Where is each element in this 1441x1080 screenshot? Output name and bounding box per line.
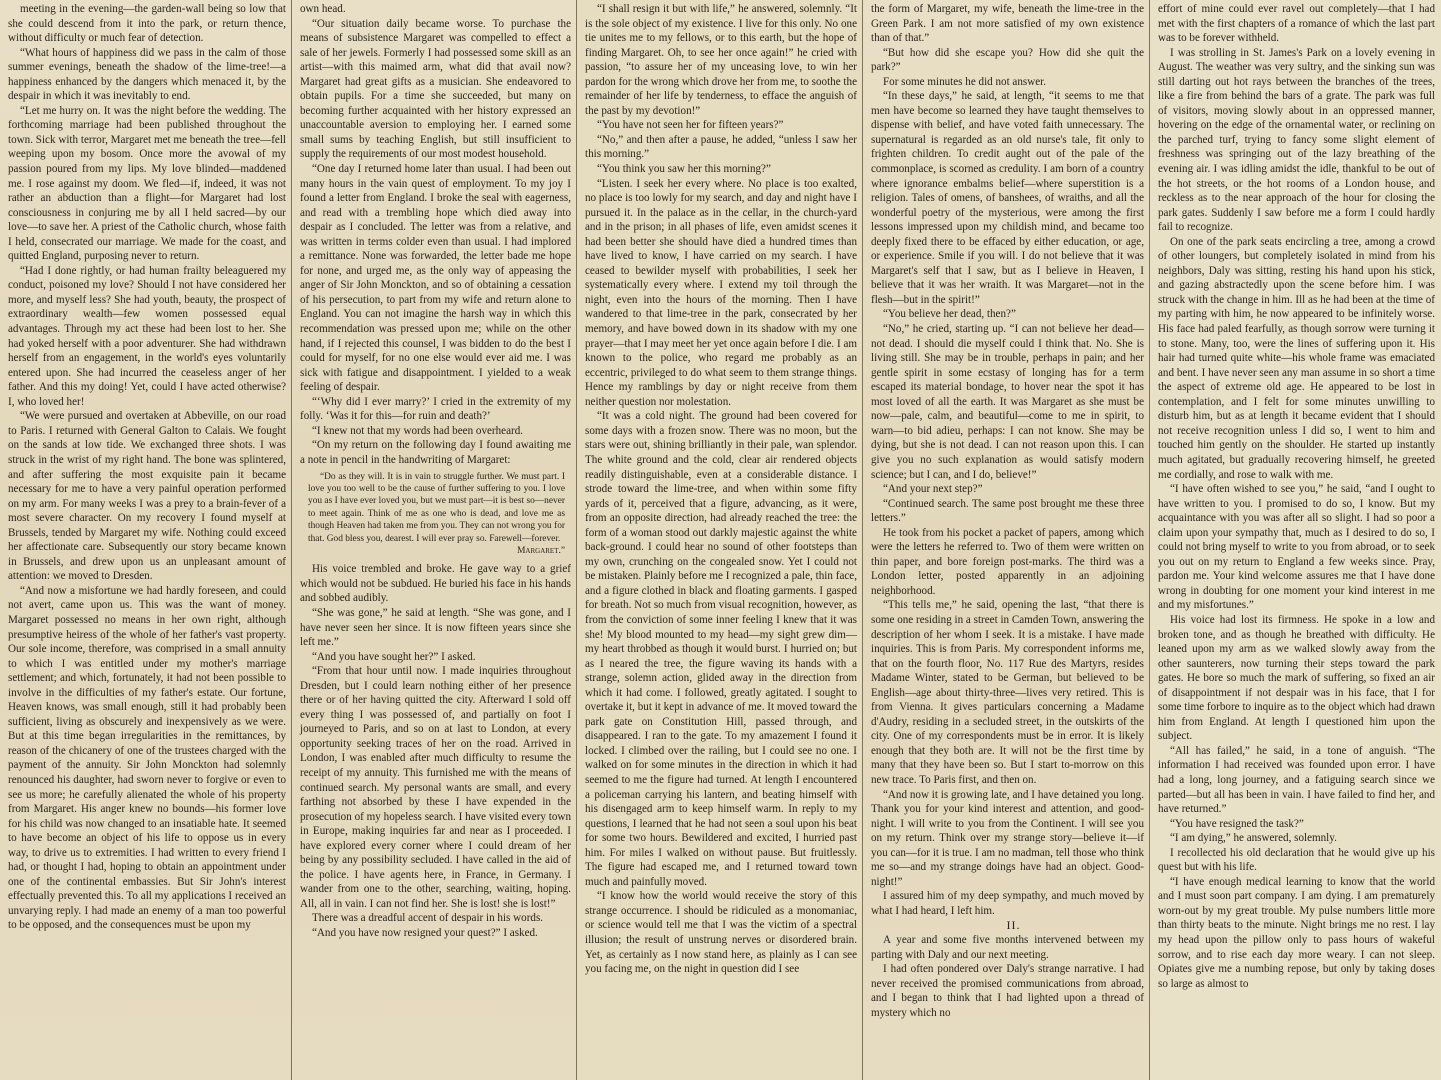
paragraph: On one of the park seats encircling a tree, among a crowd of other loungers, but completely isolated in mind from his neighbors, Daly was sitting, resting his hand upon his stick, and gazing abstractedly upon the scene before him. I was struck with the change in him. Ill as he had been at the time of my parting with him, he now appeared to be infinitely worse. His face had paled fearfully, as though sorrow were turning it to stone. Many, too, were the lines of suffering upon it. His hair had turned quite white—his whole frame was emaciated and bent. I have never seen any man assume in so short a time the aspect of extreme old age. He appeared to be lost in contemplation, and I felt for some minutes unwilling to disturb him, but as at length it became evident that I should not receive recognition unless I did so, I went to him and touched him gently on the shoulder. He started up instantly much agitated, but gradually recovering himself, he greeted me cordially, and rose to walk with me.: [1158, 235, 1435, 481]
paragraph: “And you have sought her?” I asked.: [312, 650, 476, 663]
paragraph: I had often pondered over Daly's strange narrative. I had never received the promised communications from abroad, and I began to think that I had lighted upon a thread of mystery which no: [871, 963, 1144, 1019]
paragraph: “And you have now resigned your quest?” I asked.: [312, 927, 538, 940]
paragraph: His voice had lost its firmness. He spoke in a low and broken tone, and as though he breathed with difficulty. He leaned upon my arm as we walked slowly away from the other saunterers, now turning their steps toward the park gates. He bore so much the mark of suffering, so fixed an air of disappointment if not despair was in his face, that I for some time forbore to inquire as to the object which had drawn him from England. At length I questioned him upon the subject.: [1158, 613, 1435, 743]
paragraph: effort of mine could ever ravel out completely—that I had met with the first chapters of a romance of which the last part was to be forever withheld.: [1158, 3, 1435, 45]
column-5: [1150, 0, 1441, 1080]
paragraph: “I have enough medical learning to know that the world and I must soon part company. I am dying. I am prematurely worn-out by my great trouble. My pulse numbers little more than thirty beats to the minute. Night brings me no rest. I lay my head upon the pillow only to pass hours of wakeful sorrow, and to rise each day more weary. I can not sleep. Opiates give me a numbing repose, but only by taking doses so large as almost to: [1158, 875, 1435, 990]
paragraph: “What hours of happiness did we pass in the calm of those summer evenings, beneath the shadow of the lime-tree!—a happiness enhanced by the dangers which menaced it, by the despair in which it was inevitably to end.: [8, 46, 286, 103]
paragraph: “This tells me,” he said, opening the last, “that there is some one residing in a street in Camden Town, answering the description of her whom I seek. It is a mistake. I have made inquiries. This is from Paris. My correspondent informs me, that on the fourth floor, No. 117 Rue des Martyrs, resides Madame Winter, stated to be German, but believed to be English—age about thirty-three—lives very retired. This is from Vienna. It gives particulars concerning a Madame d'Audry, residing in a secluded street, in the outskirts of the city. One of my correspondents must be in error. It is likely enough that they both are. It will not be the first time by many that they have been so. But I start to-morrow on this new trace. To Paris first, and then on.: [871, 599, 1144, 786]
paragraph: “She was gone,” he said at length. “She was gone, and I have never seen her since. It is now fifteen years since she left me.”: [300, 606, 571, 649]
paragraph: “In these days,” he said, at length, “it seems to me that men have become so learned they have taught themselves to dispense with belief, and have voted faith unnecessary. The supernatural is regarded as an old nurse's tale, fit only to frighten children. To credit aught out of the pale of the commonplace, is scorned as credulity. I am born of a country where ignorance embalms belief—where superstition is a religion. Tales of omens, of banshees, of wraiths, and all the wonderful poetry of the mysterious, were among the first lessons impressed upon my childish mind, and became too deeply fixed there to be effaced by either education, or age, or experience. Smile if you will. I do not believe that it was Margaret's self that I saw, but as I believe in Heaven, I believe that it was her wraith. It was Margaret—not in the flesh—but in the spirit!”: [871, 90, 1144, 306]
paragraph: “I shall resign it but with life,” he answered, solemnly. “It is the sole object of my existence. I live for this only. No one tie unites me to my fellows, or to this earth, but the hope of finding Margaret. Oh, to see her once again!” he cried with passion, “to assure her of my unceasing love, to win her pardon for the wrong which drove her from me, to soothe the remainder of her life by tenderness, to efface the anguish of the past by my devotion!”: [585, 3, 857, 117]
paragraph: “I knew not that my words had been overheard.: [312, 424, 524, 437]
paragraph: “Continued search. The same post brought me these three letters.”: [871, 497, 1144, 525]
paragraph: “All has failed,” he said, in a tone of anguish. “The information I had received was founded upon error. I have had a long, long journey, and a fatiguing search since we parted—but all has been in vain. I have failed to find her, and have returned.”: [1158, 744, 1435, 816]
paragraph: “No,” he cried, starting up. “I can not believe her dead—not dead. I should die myself could I think that. No. She is living still. She may be in trouble, perhaps in pain; and her gentle spirit in some ecstasy of longing has for a term escaped its material bondage, to hover near the spot it has most loved of all the earth. It was Margaret as she must be now—pale, calm, and beautiful—come to me in spirit, to warn—to bid adieu, perhaps: I can not know. She may be dying, but she is not dead. I can not reason upon this. I can give you no such explanation as would satisfy modern science; but I can, and I do, believe!”: [871, 323, 1144, 481]
paragraph: “From that hour until now. I made inquiries throughout Dresden, but I could learn nothing either of her presence there or of her having quitted the city. Afterward I sold off every thing I was possessed of, and partially on foot I journeyed to Paris, and so on at last to London, at every opportunity seeking traces of her on the road. Arrived in London, I was enabled after much difficulty to resume the receipt of my annuity. This furnished me with the means of continued search. My personal wants are small, and every farthing not absorbed by these I have expended in the prosecution of my hopeless search. I have visited every town in Europe, making inquiries far and near as I proceeded. I have explored every corner where I could dream of her being by any possibility secluded. I have called in the aid of the police. I have agents here, in France, in Germany. I wander from one to the other, searching, waiting, hoping. All, all in vain. I can not find her. She is lost! she is lost!”: [300, 665, 571, 910]
section-number: II.: [1006, 918, 1021, 933]
paragraph: meeting in the evening—the garden-wall being so low that she could descend from it into the park, or return thence, without difficulty or much fear of detection.: [8, 3, 286, 45]
column-2: [292, 0, 577, 1080]
paragraph: “‘Why did I ever marry?’ I cried in the extremity of my folly. ‘Was it for this—for ruin and death?’: [300, 395, 571, 423]
column-4: [863, 0, 1150, 1080]
paragraph: “You believe her dead, then?”: [883, 308, 1016, 321]
paragraph: “I have often wished to see you,” he said, “and I ought to have written to you. I promised to do so, I know. But my acquaintance with you was after all so slight. I had so poor a claim upon your sympathy that, much as I desired to do so, I could not bring myself to write to you from abroad, or to seek you out on my return to England a few weeks since. Pray, pardon me. Your kind welcome assures me that I have done wrong in doubting for one moment your kind interest in me and my misfortunes.”: [1158, 483, 1435, 612]
paragraph: “Our situation daily became worse. To purchase the means of subsistence Margaret was compelled to effect a sale of her jewels. Formerly I had possessed some skill as an artist—with this maimed arm, what did that avail now? Margaret had great gifts as a musician. She endeavored to obtain pupils. For a time she succeeded, but many on becoming further acquainted with her history expressed an unaccountable aversion to employing her. I earned some small sums by teaching English, but still insufficient to supply the requirements of our most modest household.: [300, 17, 571, 161]
paragraph: “You think you saw her this morning?”: [597, 163, 771, 176]
paragraph: “On my return on the following day I found awaiting me a note in pencil in the handwriting of Margaret:: [300, 439, 571, 466]
paragraph: “One day I returned home later than usual. I had been out many hours in the vain quest of employment. To my joy I found a letter from England. I broke the seal with eagerness, and read with a trembling hope which died away into despair as I concluded. The letter was from a relative, and was written in terms colder even than usual. I had implored a remittance. None was forwarded, the letter bade me hope for none, and urged me, as the only way of appeasing the anger of Sir John Monckton, and so of obtaining a cessation of his persecution, to part from my wife and return alone to England. You can not imagine the harsh way in which this recommendation was pressed upon me; while on the other hand, if I rejected this counsel, I was bidden to do the best I could for myself, for no one else would ever aid me. I was sick with fatigue and disappointment. I yielded to a weak feeling of despair.: [300, 163, 571, 394]
paragraph: “I know how the world would receive the story of this strange occurrence. I should be ridiculed as a monomaniac, or science would tell me that I was the victim of a spectral illusion; the result of unstrung nerves or disordered brain. Yet, as certainly as I now stand here, as plainly as I can see you facing me, on the night in question did I see: [585, 890, 857, 976]
paragraph: the form of Margaret, my wife, beneath the lime-tree in the Green Park. I am not more satisfied of my own existence than of that.”: [871, 3, 1144, 45]
paragraph: He took from his pocket a packet of papers, among which were the letters he referred to. Two of them were written on thin paper, and bore foreign post-marks. The third was a London letter, posted apparently in an adjoining neighborhood.: [871, 526, 1144, 597]
paragraph: I assured him of my deep sympathy, and much moved by what I had heard, I left him.: [871, 890, 1144, 917]
paragraph: “We were pursued and overtaken at Abbeville, on our road to Paris. I returned with General Galton to Calais. We fought on the sands at low tide. We exchanged three shots. I was struck in the wrist of my right hand. The bone was splintered, and after suffering the most exquisite pain it became necessary for me to have a very painful operation performed on my arm. For many weeks I was a prey to a brain-fever of a most severe character. On my recovery I found myself at Brussels, tended by Margaret my wife. Nothing could exceed her affectionate care. Subsequently our story became known in Brussels, and drew upon us an unpleasant amount of attention: we moved to Dresden.: [8, 410, 286, 583]
paragraph: I recollected his old declaration that he would give up his quest but with his life.: [1158, 846, 1435, 874]
paragraph: “I am dying,” he answered, solemnly.: [1170, 832, 1337, 845]
column-1: [0, 0, 292, 1080]
paragraph: For some minutes he did not answer.: [883, 75, 1046, 88]
paragraph: “It was a cold night. The ground had been covered for some days with a frozen snow. There was no moon, but the stars were out, shining brilliantly in their pale, wan splendor. The white ground and the cold, clear air rendered objects readily distinguishable, even at a considerable distance. I strode toward the lime-tree, and when within some fifty yards of it, perceived that a figure, advancing, as it were, from an opposite direction, had already reached the tree: the form of a woman stood out darkly majestic against the white back-ground. I could hear no sound of other footsteps than my own, crunching on the congealed snow. Yet I could not be mistaken. Plainly before me I recognized a pale, thin face, and a figure clothed in black and floating garments. I gasped for breath. Not so much from visual recognition, however, as from the conviction of some inner feeling I knew that it was she! My blood mounted to my head—my sight grew dim—my heart throbbed as though it would burst. I hurried on; but as I neared the tree, the figure waving its hands with a strange, solemn action, glided away in the direction from which it had come. I followed, greatly agitated. I sought to overtake it, but it kept in advance of me. It moved toward the park gate on Constitution Hill, passed through, and disappeared. I ran to the gate. To my amazement I found it locked. I climbed over the railing, but I could see no one. I walked on for some minutes in the direction in which it had seemed to me the figure had turned. At length I encountered a policeman carrying his lantern, and beating himself with his disengaged arm to keep himself warm. In reply to my questions, I learned that he had not seen a soul upon his beat for some two hours. Bewildered and excited, I hurried past him. For miles I walked on without pause. But fruitlessly. The figure had escaped me, and I returned toward town much and painfully moved.: [585, 410, 857, 888]
paragraph: “And now a misfortune we had hardly foreseen, and could not avert, came upon us. This was the want of money. Margaret possessed no means in her own right, although presumptive heiress of the whole of her father's vast property. Our sole income, therefore, was comprised in a small annuity to which I was entitled under my mother's marriage settlement; and which, fortunately, it had not been possible to involve in the difficulties of my father's estate. Our fortune, Heaven knows, was small enough, still it had probably been sufficient, living as obscurely and inexpensively as we were. But at this time began irregularities in the remittances, by reason of the chicanery of one of the trustees charged with the payment of the annuity. Sir John Monckton had solemnly renounced his daughter, had sworn never to forgive or even to see us more; he carefully alienated the whole of his property from Margaret. His anger knew no bounds—his former love for his child was now changed to an insatiable hate. It seemed to have become an object of his life to oppose us in every way, to drive us to extremities. I had written to every friend I had, or thought I had, hoping to obtain an appointment under one of the continental embassies. But Sir John's interest effectually prevented this. To all my applications I received an unvarying reply. I had made an enemy of a man too powerful to be opposed, and the consequences must be upon my: [8, 584, 286, 932]
letter-text: “Do as they will. It is in vain to struggle further. We must part. I love you too well to be the cause of further suffering to you. I love you as I have ever loved you, but we must part—it is best so—never to meet again. Think of me as one who is dead, and love me as though Heaven had taken me from you. They can not wrong you for that. God bless you, dearest. I will ever pray so. Farewell—forever.: [308, 471, 565, 544]
paragraph: A year and some five months intervened between my parting with Daly and our next meeting.: [871, 934, 1144, 961]
paragraph: “You have not seen her for fifteen years?”: [597, 119, 784, 132]
paragraph: “You have resigned the task?”: [1170, 817, 1304, 830]
paragraph: “No,” and then after a pause, he added, “unless I saw her this morning.”: [585, 133, 857, 161]
paragraph: His voice trembled and broke. He gave way to a grief which would not be subdued. He buried his face in his hands and sobbed audibly.: [300, 563, 571, 605]
paragraph: “And your next step?”: [883, 483, 983, 496]
paragraph: “But how did she escape you? How did she quit the park?”: [871, 46, 1144, 74]
quoted-letter: [308, 471, 565, 558]
paragraph: own head.: [300, 3, 346, 15]
paragraph: I was strolling in St. James's Park on a lovely evening in August. The weather was very sultry, and the sinking sun was still darting out hot rays between the branches of the trees, like a fire from behind the bars of a grate. The park was full of visitors, moving slowly about in an oppressed manner, hovering on the edge of the ornamental water, or reclining on the parched turf, trying to fancy some slight element of freshness was springing out of the lazy breathing of the evening air. I was idling amidst the idle, thankful to be out of the hot streets, or the hot rooms of a London house, and reckless as to the near approach of the hour for closing the park gates. Suddenly I saw before me a form I could hardly fail to recognize.: [1158, 46, 1435, 234]
paragraph: There was a dreadful accent of despair in his words.: [312, 912, 544, 925]
paragraph: “Listen. I seek her every where. No place is too exalted, no place is too lowly for my search, and day and night have I pursued it. In the palace as in the cellar, in the church-yard and in the prison; in all phases of life, even amidst scenes it had been better she should have died a hundred times than have lived to know, I have carried on my search. I have ceased to bewilder myself with probabilities, I seek her systematically every where. I extend my toil through the night, even into the hours of the morning. Then I have wandered to that lime-tree in the park, consecrated by her memory, and have bowed down in its shadow with my one prayer—that I may meet her yet once again before I die. I am known to the police, who regard me probably as an eccentric, privileged to do what seem to them strange things. Hence my ramblings by day or night receive from them neither question nor molestation.: [585, 177, 857, 408]
column-3: [577, 0, 863, 1080]
paragraph: “Let me hurry on. It was the night before the wedding. The forthcoming marriage had been published throughout the town. Sick with terror, Margaret met me beneath the tree—fell weeping upon my bosom. Once more the avowal of my passion poured from my lips. My love blinded—maddened me. I rose against my doom. We fled—if, indeed, it was not rather an abduction than a flight—for Margaret had lost consciousness in conjuring me by all I held sacred—by our love—to save her. A priest of the Catholic church, whose faith I held, consecrated our marriage. We made for the coast, and quitted England, purposing never to return.: [8, 104, 286, 263]
paragraph: “And now it is growing late, and I have detained you long. Thank you for your kind interest and attention, and good-night. I will write to you from the Continent. I will see you on my return. Think over my strange story—believe it—if you can—for it is true. I am no madman, tell those who think me so—and my strange doings have had an object. Good-night!”: [871, 788, 1144, 888]
paragraph: “Had I done rightly, or had human frailty beleaguered my conduct, poisoned my love? Should I not have considered her more, and myself less? She had youth, beauty, the prospect of extraordinary wealth—few women possessed equal advantages. Through my act these had been lost to her. She had yoked herself with a poor adventurer. She had withdrawn herself from an engagement, in the world's eyes voluntarily entered upon. She had incurred the ceaseless anger of her father. And this my doing! Yet, could I have acted otherwise? I, who loved her!: [8, 264, 286, 408]
letter-signature: Margaret.”: [517, 545, 565, 556]
